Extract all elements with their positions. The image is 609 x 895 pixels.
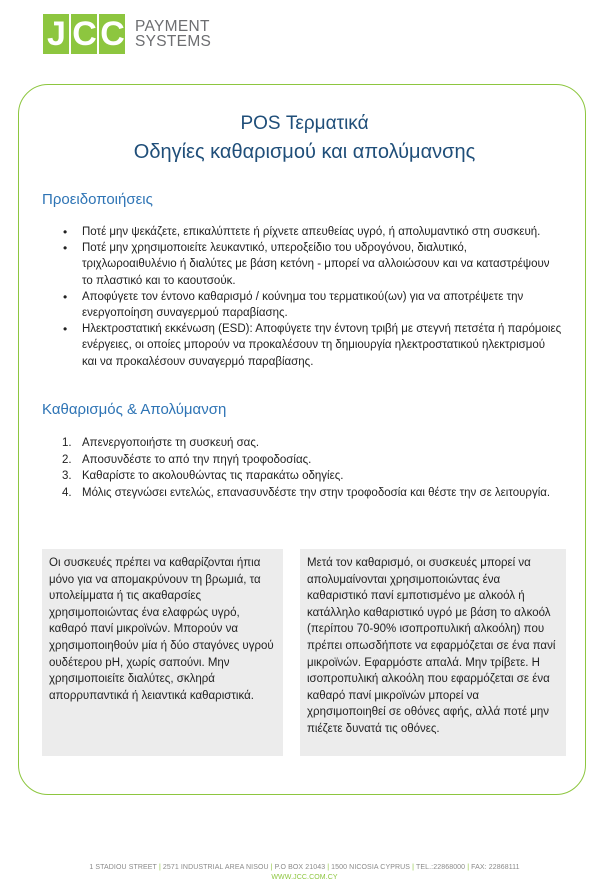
page-title: POS Τερματικά xyxy=(240,113,369,134)
step-item xyxy=(62,435,562,452)
step-item xyxy=(62,452,562,469)
step-number: 3. xyxy=(62,470,72,483)
logo-letter: C xyxy=(100,15,124,53)
footer-separator: | xyxy=(158,864,161,871)
footer-fax: FAX: 22868111 xyxy=(471,864,520,871)
logo-text-line2: SYSTEMS xyxy=(135,33,212,50)
step-text: Απενεργοποιήστε τη συσκευή σας. xyxy=(82,437,260,449)
footer-website-link[interactable]: WWW.JCC.COM.CY xyxy=(271,874,338,881)
warnings-heading: Προειδοποιήσεις xyxy=(42,191,153,208)
logo-mark xyxy=(43,14,125,54)
cleaning-note-box: Οι συσκευές πρέπει να καθαρίζονται ήπια μόνο για να απομακρύνουν τη βρωμιά, τα υπολείμματα ή τις ακαθαρσίες χρησιμοποιώντας ένα ελαφρώς υγρό, καθαρό πανί μικροϊνών. Μπορούν να χρησιμοποιηθούν μία ή δύο σταγόνες υγρού ουδέτερου pH, χωρίς σαπούνι. Μην χρησιμοποιείτε διαλύτες, σκληρά απορρυπαντικά ή λειαντικά καθαριστικά. xyxy=(42,549,283,756)
cleaning-steps-list xyxy=(42,435,562,501)
logo-letter: J xyxy=(43,14,69,54)
warning-item: • Ποτέ μην ψεκάζετε, επικαλύπτετε ή ρίχνετε απευθείας υγρό, ή απολυμαντικό στη συσκευή. xyxy=(82,224,562,240)
footer-street: 1 STADIOU STREET xyxy=(89,864,157,871)
footer-area: 2571 INDUSTRIAL AREA NISOU xyxy=(162,864,269,871)
footer-city: 1500 NICOSIA CYPRUS xyxy=(331,864,411,871)
step-text: Αποσυνδέστε το από την πηγή τροφοδοσίας. xyxy=(82,453,312,466)
logo-text-line1: PAYMENT xyxy=(135,18,210,35)
footer-separator: | xyxy=(467,864,470,871)
footer-separator: | xyxy=(412,864,414,871)
jcc-logo xyxy=(43,14,211,54)
step-item xyxy=(62,485,562,502)
logo-text xyxy=(135,19,211,49)
step-number: 1. xyxy=(62,437,72,449)
warnings-list xyxy=(42,224,562,370)
footer-tel: TEL.:22868000 xyxy=(416,864,466,871)
footer-pobox: P.O BOX 21043 xyxy=(274,864,326,871)
warning-item: • Ποτέ μην χρησιμοποιείτε λευκαντικό, υπεροξείδιο του υδρογόνου, διαλυτικό, τριχλωροαιθυλένιο ή διαλύτες με βάση κετόνη - μπορεί να αλλοιώσουν και να καταστρέψουν το πλαστικό και το καουτσούκ. xyxy=(82,240,562,289)
step-text: Μόλις στεγνώσει εντελώς, επανασυνδέστε την στην τροφοδοσία και θέστε την σε λειτουργία. xyxy=(82,486,551,499)
page-subtitle: Οδηγίες καθαρισμού και απολύμανσης xyxy=(133,141,476,163)
warning-item: • Ηλεκτροστατική εκκένωση (ESD): Αποφύγετε την έντονη τριβή με στεγνή πετσέτα ή παρόμοιες ενέργειες, οι οποίες μπορούν να προκαλέσουν τη δημιουργία ηλεκτροστατικού ηλεκτρισμού και να προκαλέσουν συναγερμό παραβίασης. xyxy=(82,321,562,370)
step-number: 2. xyxy=(62,453,72,466)
disinfection-note-box: Μετά τον καθαρισμό, οι συσκευές μπορεί να απολυμαίνονται χρησιμοποιώντας ένα καθαριστικό πανί εμποτισμένο με αλκοόλ ή κατάλληλο καθαριστικό υγρό με βάση το αλκοόλ (περίπου 70-90% ισοπροπυλική αλκοόλη) που πρέπει οπωσδήποτε να εφαρμόζεται σε ένα πανί μικροϊνών. Εφαρμόστε απαλά. Μην τρίβετε. Η ισοπροπυλική αλκοόλη που εφαρμόζεται σε ένα καθαρό πανί μικροϊνών μπορεί να χρησιμοποιηθεί σε οθόνες αφής, αλλά ποτέ μην πιέζετε δυνατά τις οθόνες. xyxy=(300,549,566,756)
logo-letter: C xyxy=(72,15,96,53)
step-text: Καθαρίστε το ακολουθώντας τις παρακάτω οδηγίες. xyxy=(82,470,344,483)
step-item xyxy=(62,468,562,485)
footer-separator: | xyxy=(327,864,330,871)
footer-separator: | xyxy=(270,864,273,871)
step-number: 4. xyxy=(62,486,72,499)
cleaning-heading: Καθαρισμός & Απολύμανση xyxy=(42,401,227,418)
warning-item: • Αποφύγετε τον έντονο καθαρισμό / κούνημα του τερματικού(ων) για να αποτρέψετε την ενεργοποίηση συναγερμού παραβίασης. xyxy=(82,289,562,321)
footer-address xyxy=(0,863,609,872)
